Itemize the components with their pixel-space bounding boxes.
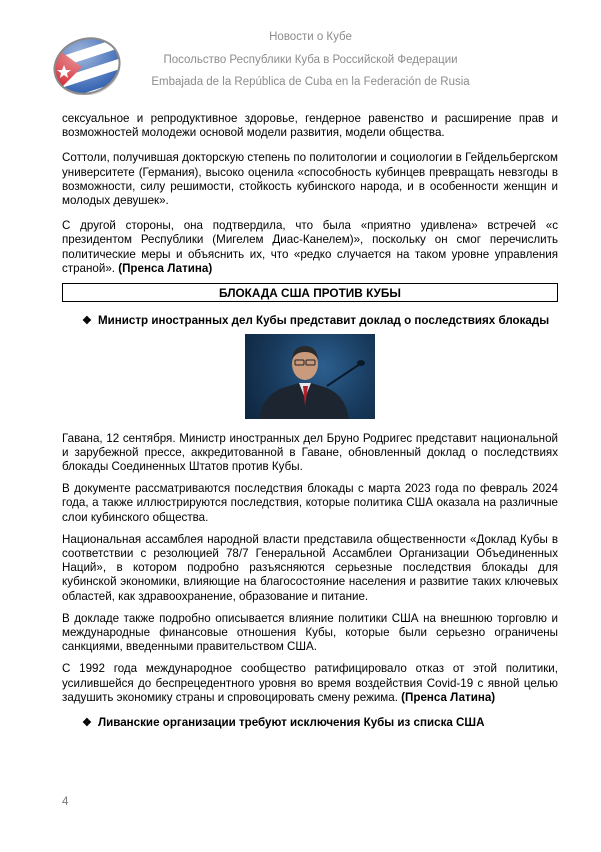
minister-silhouette-icon [245, 334, 375, 419]
paragraph [62, 219, 558, 276]
diamond-bullet-icon: ❖ [82, 315, 92, 328]
source-label: (Пренса Латина) [401, 690, 496, 704]
header-line-3: Embajada de la República de Cuba en la Federación de Rusia [151, 76, 470, 88]
header-line-1: Новости о Кубе [269, 31, 352, 43]
paragraph: Соттоли, получившая докторскую степень по политологии и социологии в Гейдельбергском университете (Германия), высоко оценила «способность кубинцев превращать невзгоды в возможности, силу решимости, стойкость кубинского народа, и в особенности женщин и молодых девушек». [62, 151, 558, 208]
page-content [62, 112, 558, 736]
source-label: (Пренса Латина) [118, 261, 213, 275]
paragraph: сексуальное и репродуктивное здоровье, гендерное равенство и расширение прав и возможностей молодежи основой модели развития, модели общества. [62, 112, 558, 140]
minister-photo [245, 334, 375, 419]
paragraph: Национальная ассамблея народной власти представила общественности «Доклад Кубы в соответствии с резолюцией 78/7 Генеральной Ассамблеи Организации Объединенных Наций», в котором подробно разъясняются серьезные последствия блокады для кубинской экономики, влияющие на благосостояние населения и развитие таких ключевых областей, как здравоохранение, образование и питание. [62, 532, 558, 603]
diamond-bullet-icon: ❖ [82, 717, 92, 730]
photo-container [62, 334, 558, 423]
header-line-2: Посольство Республики Куба в Российской Федерации [163, 54, 458, 66]
headline-text: Ливанские организации требуют исключения Кубы из списка США [98, 716, 485, 730]
page-header [0, 0, 601, 105]
paragraph: В документе рассматриваются последствия блокады с марта 2023 года по февраль 2024 года, а также иллюстрируются последствия, которые политика США оказала на различные слои кубинского общества. [62, 482, 558, 524]
page-number: 4 [62, 796, 69, 808]
paragraph-text: С другой стороны, она подтвердила, что была «приятно удивлена» встречей «с президентом Республики (Мигелем Диас-Канелем)», поскольку он смог перечислить политические меры и объяснить их, что «редко случается на таком уровне управления страной». [62, 219, 558, 275]
article-headline [82, 314, 558, 328]
paragraph-text: С 1992 года международное сообщество ратифицировало отказ от этой политики, усилившейся до беспрецедентного уровня во время воздействия Covid-19 с явной целью задушить экономику страны и спровоцировать смену режима. [62, 662, 558, 704]
paragraph [62, 662, 558, 705]
paragraph: Гавана, 12 сентября. Министр иностранных дел Бруно Родригес представит национальной и зарубежной прессе, аккредитованной в Гаване, обновленный доклад о последствиях блокады Соединенных Штатов против Кубы. [62, 431, 558, 474]
section-title: БЛОКАДА США ПРОТИВ КУБЫ [62, 283, 558, 302]
article-headline [82, 716, 558, 730]
headline-text: Министр иностранных дел Кубы представит доклад о последствиях блокады [98, 314, 550, 328]
paragraph: В докладе также подробно описывается влияние политики США на внешнюю торговлю и международные финансовые отношения Кубы, которые были серьезно ограничены санкциями, введенными правительством США. [62, 611, 558, 654]
